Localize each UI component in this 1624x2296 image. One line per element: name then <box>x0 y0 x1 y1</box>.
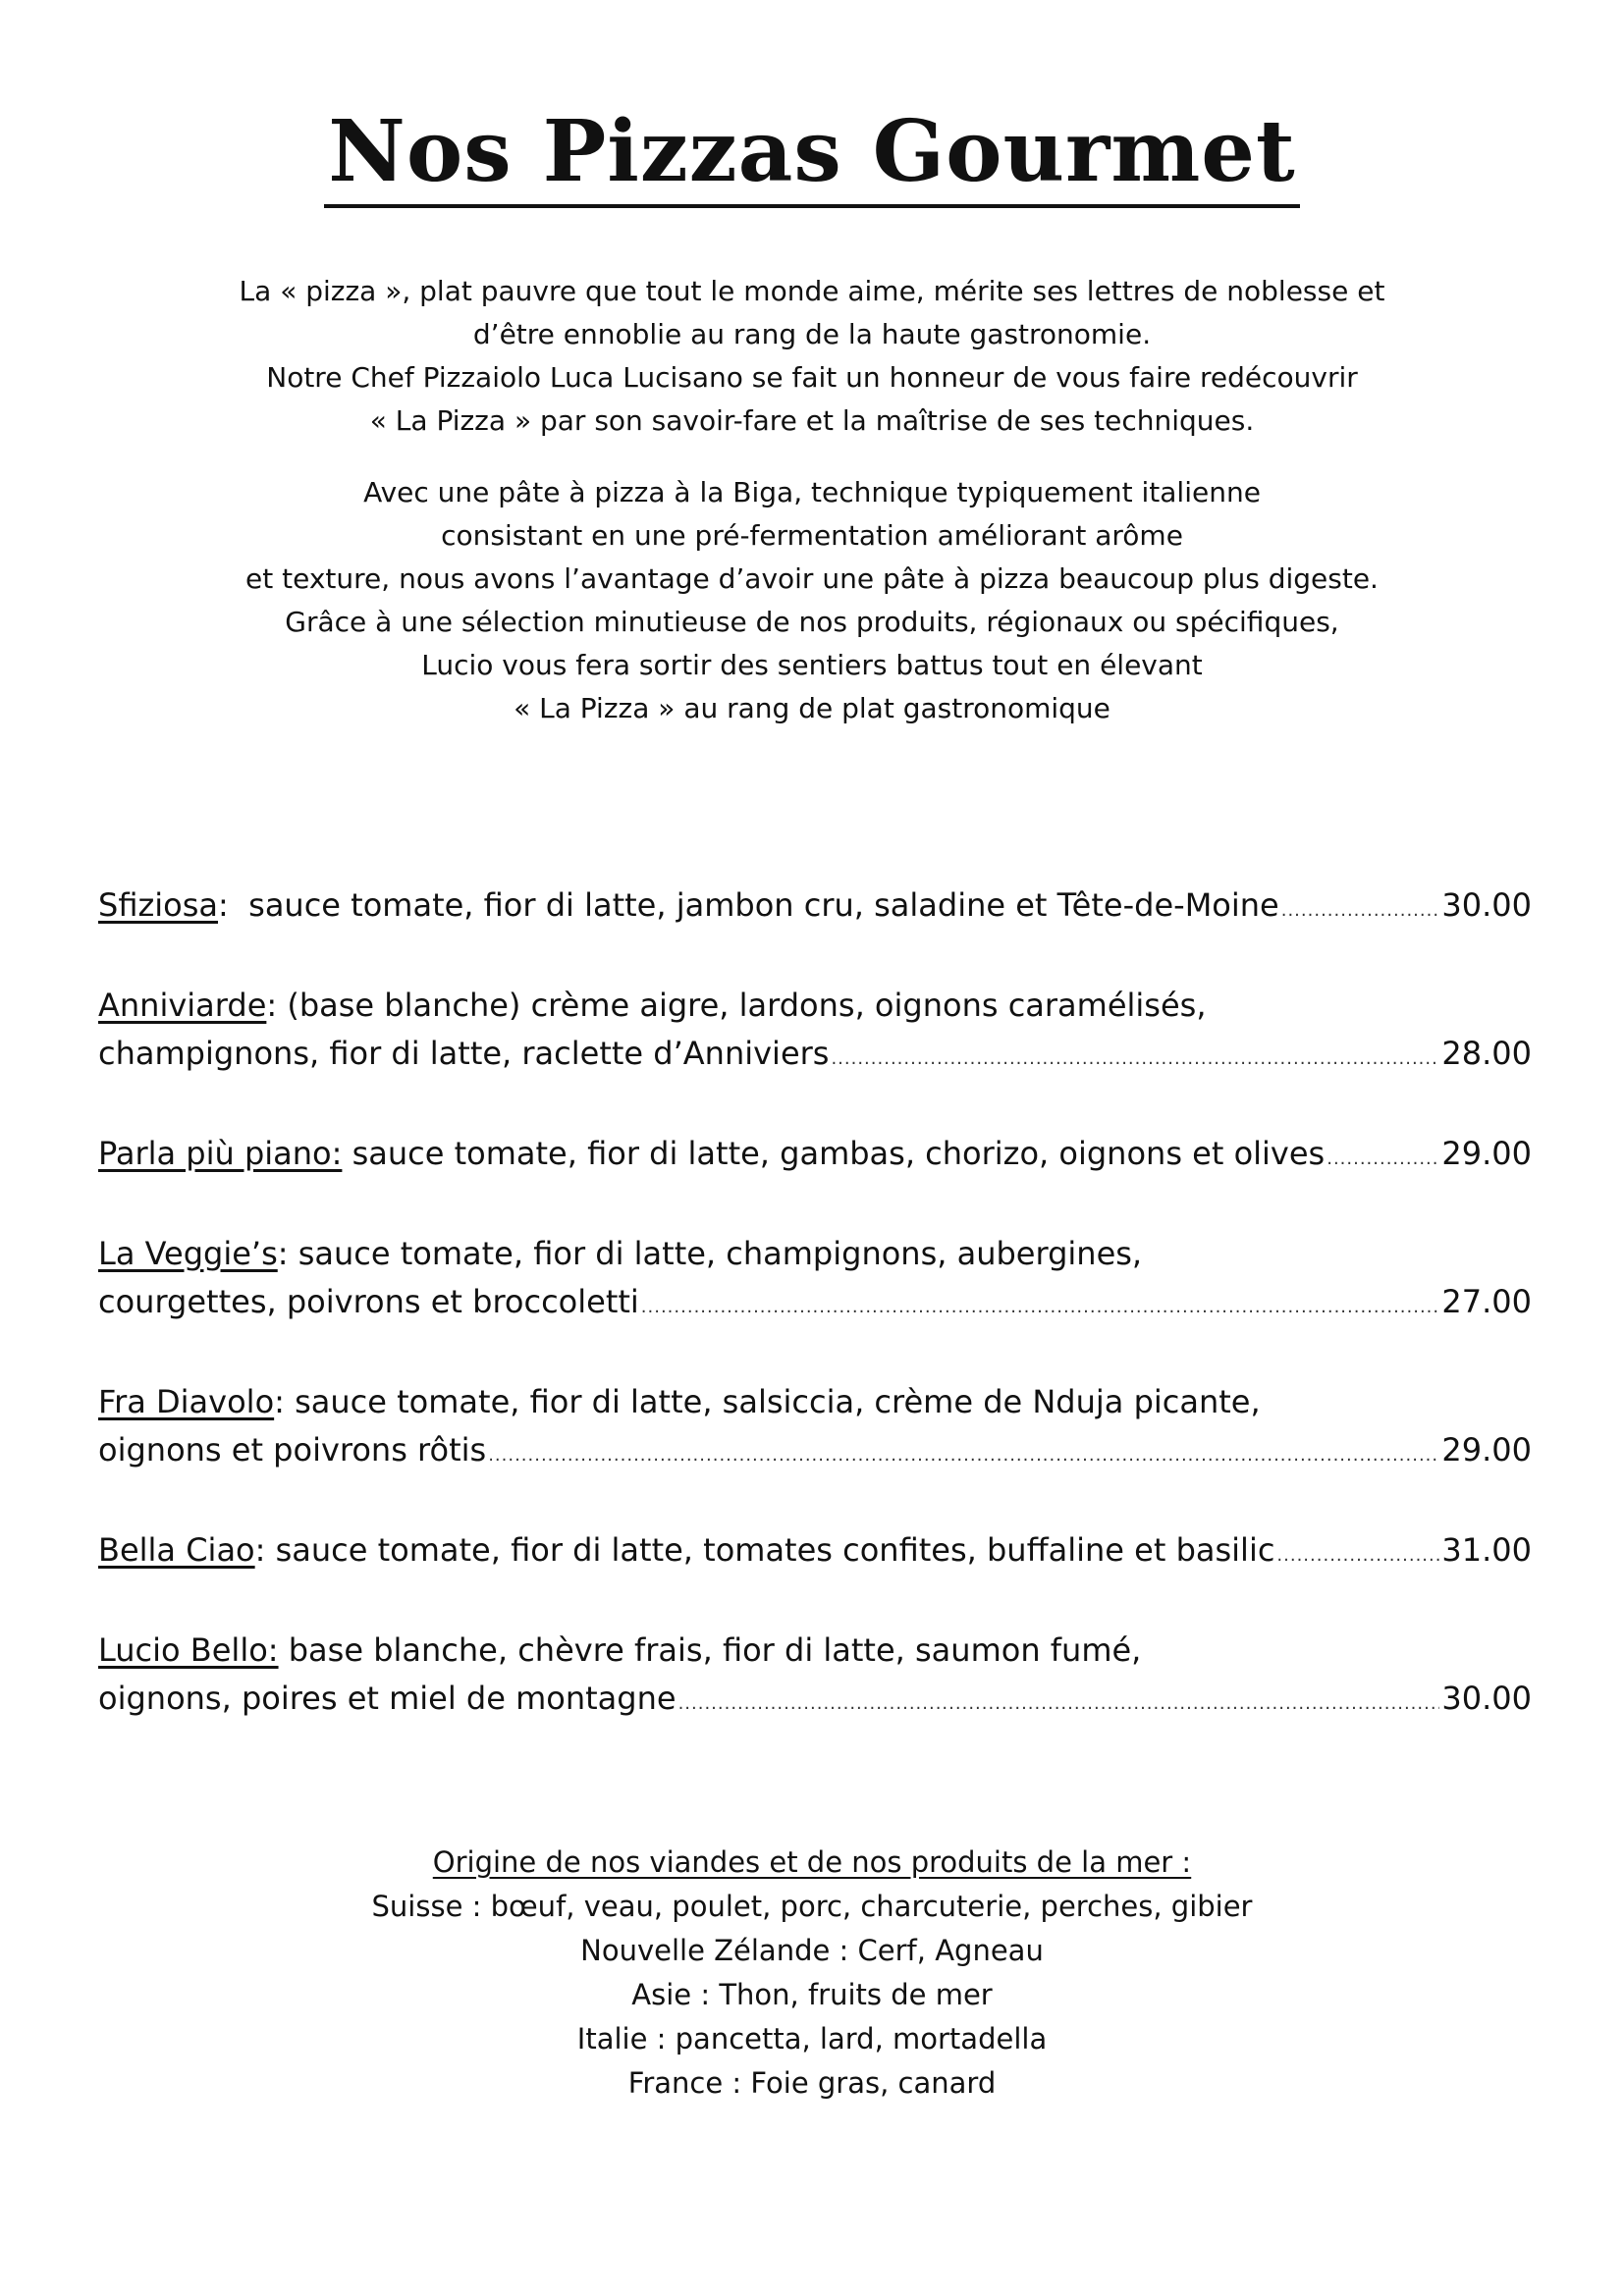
origins-line: Nouvelle Zélande : Cerf, Agneau <box>580 1934 1044 1967</box>
menu-item-price: 28.00 <box>1441 1035 1532 1072</box>
page-title-text: Nos Pizzas Gourmet <box>324 110 1300 208</box>
intro-line: d’être ennoblie au rang de la haute gastronomie. <box>472 318 1152 350</box>
menu-item-line <box>98 1278 1532 1331</box>
menu-item-description: sauce tomate, fior di latte, jambon cru, saladine et Tête-de-Moine <box>228 886 1279 924</box>
origins-line: Asie : Thon, fruits de mer <box>631 1978 993 2011</box>
menu-item-line <box>98 982 1532 1030</box>
menu-item-description-cont: courgettes, poivrons et broccoletti <box>98 1283 639 1320</box>
intro-line: La « pizza », plat pauvre que tout le monde aime, mérite ses lettres de noblesse et <box>239 275 1385 307</box>
menu-item-description: sauce tomate, fior di latte, gambas, chorizo, oignons et olives <box>342 1135 1326 1172</box>
intro-line: consistant en une pré-fermentation améliorant arôme <box>441 519 1183 552</box>
origins-line: France : Foie gras, canard <box>627 2066 997 2100</box>
menu-item-description-cont: champignons, fior di latte, raclette d’Anniviers <box>98 1035 830 1072</box>
intro-paragraph-2 <box>0 471 1624 730</box>
dot-leader <box>488 1431 1439 1479</box>
menu-item-lucio-bello <box>98 1627 1532 1728</box>
menu-item-name: Fra Diavolo <box>98 1383 275 1420</box>
page-title <box>0 102 1624 208</box>
dot-leader <box>1326 1135 1439 1183</box>
intro-line: et texture, nous avons l’avantage d’avoir une pâte à pizza beaucoup plus digeste. <box>245 562 1379 595</box>
origins-line: Suisse : bœuf, veau, poulet, porc, charcuterie, perches, gibier <box>371 1890 1253 1923</box>
menu-item-line <box>98 881 1532 934</box>
menu-item-parla-piu-piano <box>98 1130 1532 1183</box>
intro-line: « La Pizza » par son savoir-fare et la maîtrise de ses techniques. <box>369 404 1255 437</box>
menu-item-bella-ciao <box>98 1526 1532 1579</box>
intro-line: Grâce à une sélection minutieuse de nos produits, régionaux ou spécifiques, <box>285 606 1339 638</box>
intro-line: « La Pizza » au rang de plat gastronomique <box>514 692 1110 724</box>
menu-item-description: sauce tomate, fior di latte, tomates confites, buffaline et basilic <box>265 1531 1275 1569</box>
menu-item-fra-diavolo <box>98 1378 1532 1479</box>
dot-leader <box>831 1035 1439 1083</box>
menu-item-price: 27.00 <box>1441 1283 1532 1320</box>
menu-item-name: Lucio Bello: <box>98 1631 279 1669</box>
menu-item-line <box>98 1378 1532 1426</box>
dot-leader <box>641 1283 1440 1331</box>
intro-line: Notre Chef Pizzaiolo Luca Lucisano se fait un honneur de vous faire redécouvrir <box>266 361 1358 394</box>
menu-item-description: base blanche, chèvre frais, fior di latte, saumon fumé, <box>278 1631 1142 1669</box>
menu-item-description: sauce tomate, fior di latte, champignons, aubergines, <box>288 1235 1143 1272</box>
menu-item-name: La Veggie’s <box>98 1235 278 1272</box>
dot-leader <box>1281 886 1440 934</box>
menu-item-line <box>98 1627 1532 1675</box>
origins-section <box>0 1841 1624 2106</box>
menu-item-price: 30.00 <box>1441 886 1532 924</box>
menu-item-name: Anniviarde <box>98 987 267 1024</box>
origins-line: Italie : pancetta, lard, mortadella <box>576 2022 1048 2056</box>
pizza-menu-list <box>98 881 1532 1728</box>
menu-item-name: Bella Ciao <box>98 1531 255 1569</box>
menu-item-anniviarde <box>98 982 1532 1083</box>
menu-item-line <box>98 1130 1532 1183</box>
menu-item-name: Sfiziosa <box>98 886 219 924</box>
menu-item-price: 31.00 <box>1441 1531 1532 1569</box>
dot-leader <box>1276 1531 1439 1579</box>
intro-paragraph-1 <box>0 270 1624 443</box>
menu-item-line <box>98 1030 1532 1083</box>
menu-item-description-cont: oignons et poivrons rôtis <box>98 1431 487 1468</box>
menu-item-description: (base blanche) crème aigre, lardons, oignons caramélisés, <box>277 987 1207 1024</box>
menu-item-line <box>98 1526 1532 1579</box>
menu-item-name: Parla più piano: <box>98 1135 343 1172</box>
menu-item-line <box>98 1426 1532 1479</box>
menu-item-line <box>98 1230 1532 1278</box>
menu-item-sfiziosa <box>98 881 1532 934</box>
dot-leader <box>678 1680 1440 1728</box>
menu-item-description-cont: oignons, poires et miel de montagne <box>98 1680 677 1717</box>
menu-item-description: sauce tomate, fior di latte, salsiccia, crème de Nduja picante, <box>284 1383 1261 1420</box>
menu-item-la-veggies <box>98 1230 1532 1331</box>
menu-item-price: 29.00 <box>1441 1431 1532 1468</box>
intro-line: Avec une pâte à pizza à la Biga, technique typiquement italienne <box>363 476 1261 508</box>
origins-heading: Origine de nos viandes et de nos produits de la mer : <box>432 1845 1192 1879</box>
menu-item-separator: : <box>266 987 278 1024</box>
menu-item-line <box>98 1675 1532 1728</box>
intro-line: Lucio vous fera sortir des sentiers battus tout en élevant <box>421 649 1203 681</box>
menu-item-separator: : <box>254 1531 266 1569</box>
menu-item-separator: : <box>274 1383 285 1420</box>
menu-item-separator: : <box>218 886 229 924</box>
menu-item-price: 29.00 <box>1441 1135 1532 1172</box>
menu-item-separator: : <box>277 1235 289 1272</box>
menu-item-price: 30.00 <box>1441 1680 1532 1717</box>
